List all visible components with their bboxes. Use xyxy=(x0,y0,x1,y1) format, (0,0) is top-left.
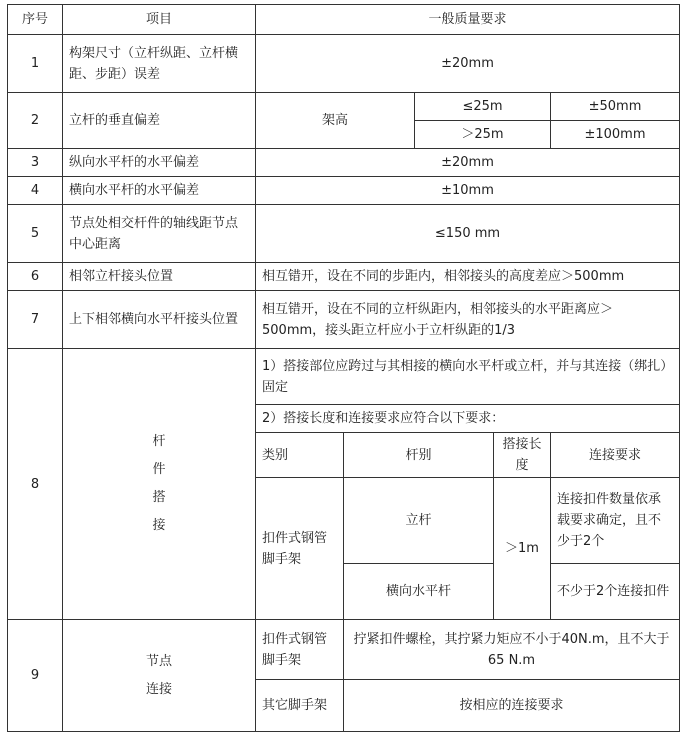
row-no: 3 xyxy=(8,149,63,177)
sub-header-type: 类别 xyxy=(256,433,344,478)
row-requirement-2: 2）搭接长度和连接要求应符合以下要求： xyxy=(256,405,680,433)
header-row xyxy=(8,5,680,35)
table-row xyxy=(8,35,680,93)
item-char: 连接 xyxy=(145,681,172,697)
row-requirement: ±10mm xyxy=(256,177,680,205)
header-item: 项目 xyxy=(63,5,256,35)
row-no: 7 xyxy=(8,291,63,349)
table-row xyxy=(8,177,680,205)
row-no: 2 xyxy=(8,93,63,149)
table-row xyxy=(8,263,680,291)
row-item: 节点处相交杆件的轴线距节点中心距离 xyxy=(63,205,256,263)
row-item: 构架尺寸（立杆纵距、立杆横距、步距）误差 xyxy=(63,35,256,93)
row-requirement: 相互错开，设在不同的立杆纵距内，相邻接头的水平距离应＞500mm，接头距立杆应小于立杆纵距的1/3 xyxy=(256,291,680,349)
row-requirement-1: 1）搭接部位应跨过与其相接的横向水平杆或立杆，并与其连接（绑扎）固定 xyxy=(256,349,680,405)
lap-length: ＞1m xyxy=(494,478,551,620)
row-no: 4 xyxy=(8,177,63,205)
table-row xyxy=(8,205,680,263)
row-requirement-2: 按相应的连接要求 xyxy=(344,680,680,732)
row-requirement: ≤150 mm xyxy=(256,205,680,263)
quality-requirements-table xyxy=(7,4,680,732)
row-requirement: 相互错开，设在不同的步距内，相邻接头的高度差应＞500mm xyxy=(256,263,680,291)
height-value-2: ±100mm xyxy=(551,121,680,149)
table-row xyxy=(8,93,680,121)
table-row xyxy=(8,291,680,349)
sub-header-connection: 连接要求 xyxy=(551,433,680,478)
row-requirement-label: 架高 xyxy=(256,93,415,149)
height-value-1: ±50mm xyxy=(551,93,680,121)
row-item-vertical xyxy=(63,349,256,620)
item-char: 件 xyxy=(152,462,166,477)
connection-requirement-2: 不少于2个连接扣件 xyxy=(551,564,680,620)
header-no: 序号 xyxy=(8,5,63,35)
row-item: 纵向水平杆的水平偏差 xyxy=(63,149,256,177)
height-condition-2: ＞25m xyxy=(415,121,551,149)
item-char: 杆 xyxy=(152,434,166,449)
row-requirement: ±20mm xyxy=(256,149,680,177)
item-char: 搭 xyxy=(152,490,166,505)
row-item: 横向水平杆的水平偏差 xyxy=(63,177,256,205)
member-vertical-pole: 立杆 xyxy=(344,478,494,564)
item-char: 节点 xyxy=(145,653,172,669)
row-requirement-1: 拧紧扣件螺栓，其拧紧力矩应不小于40N.m，且不大于65 N.m xyxy=(344,620,680,680)
scaffold-type: 其它脚手架 xyxy=(256,680,344,732)
row-no: 5 xyxy=(8,205,63,263)
sub-header-length: 搭接长度 xyxy=(494,433,551,478)
sub-header-member: 杆别 xyxy=(344,433,494,478)
item-char: 接 xyxy=(152,518,166,533)
row-no: 6 xyxy=(8,263,63,291)
header-requirement: 一般质量要求 xyxy=(256,5,680,35)
row-item: 立杆的垂直偏差 xyxy=(63,93,256,149)
row-item: 上下相邻横向水平杆接头位置 xyxy=(63,291,256,349)
table-row xyxy=(8,620,680,680)
row-item: 相邻立杆接头位置 xyxy=(63,263,256,291)
table-row xyxy=(8,149,680,177)
connection-requirement-1: 连接扣件数量依承载要求确定，且不少于2个 xyxy=(551,478,680,564)
row-item-vertical xyxy=(63,620,256,732)
row-no: 9 xyxy=(8,620,63,732)
row-no: 8 xyxy=(8,349,63,620)
height-condition-1: ≤25m xyxy=(415,93,551,121)
scaffold-type: 扣件式钢管脚手架 xyxy=(256,478,344,620)
scaffold-type: 扣件式钢管脚手架 xyxy=(256,620,344,680)
row-no: 1 xyxy=(8,35,63,93)
member-transverse-bar: 横向水平杆 xyxy=(344,564,494,620)
row-requirement: ±20mm xyxy=(256,35,680,93)
table-row xyxy=(8,349,680,405)
